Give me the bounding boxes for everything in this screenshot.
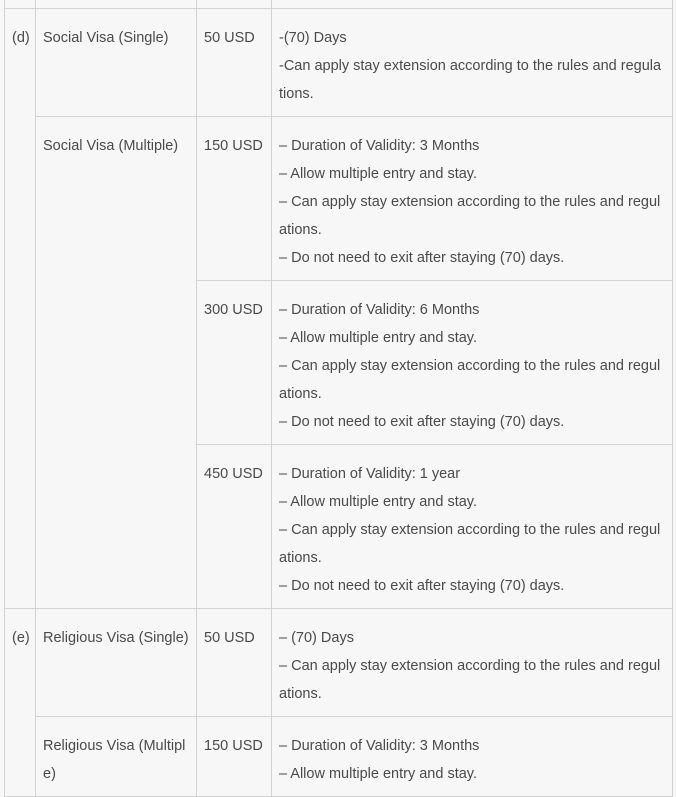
detail-line: – Can apply stay extension according to the rules and regulations.: [279, 522, 661, 566]
table-row-top-edge: [5, 0, 673, 9]
visa-details-cell: [272, 117, 673, 281]
visa-fee-cell: 300 USD: [197, 281, 272, 445]
detail-line: – Duration of Validity: 6 Months: [279, 302, 480, 318]
visa-details-cell: [272, 609, 673, 717]
table-row: [5, 717, 673, 797]
visa-type-cell: Social Visa (Multiple): [36, 117, 197, 609]
table-row: [5, 9, 673, 117]
detail-line: – Allow multiple entry and stay.: [279, 166, 477, 182]
visa-details-cell: [272, 281, 673, 445]
detail-line: – Duration of Validity: 3 Months: [279, 738, 480, 754]
detail-line: – Allow multiple entry and stay.: [279, 766, 477, 782]
visa-fee-cell: 50 USD: [197, 609, 272, 717]
detail-line: – Can apply stay extension according to the rules and regulations.: [279, 194, 661, 238]
detail-line: – Can apply stay extension according to the rules and regulations.: [279, 658, 661, 702]
detail-line: -Can apply stay extension according to the rules and regulations.: [279, 58, 662, 102]
table-cell: [197, 0, 272, 9]
detail-line: – Do not need to exit after staying (70) days.: [279, 414, 565, 430]
visa-details-cell: [272, 445, 673, 609]
detail-line: -(70) Days: [279, 30, 347, 46]
detail-line: – Allow multiple entry and stay.: [279, 330, 477, 346]
detail-line: – Duration of Validity: 1 year: [279, 466, 461, 482]
detail-line: – (70) Days: [279, 630, 354, 646]
visa-fee-cell: 150 USD: [197, 717, 272, 797]
table-row: [5, 609, 673, 717]
detail-line: – Allow multiple entry and stay.: [279, 494, 477, 510]
visa-details-cell: [272, 717, 673, 797]
visa-type-cell: Social Visa (Single): [36, 9, 197, 117]
table-cell: [272, 0, 673, 9]
group-letter-cell: (d): [5, 9, 36, 609]
table-row: [5, 117, 673, 281]
visa-fee-cell: 150 USD: [197, 117, 272, 281]
table-cell: [36, 0, 197, 9]
visa-fee-cell: 450 USD: [197, 445, 272, 609]
visa-details-cell: [272, 9, 673, 117]
detail-line: – Duration of Validity: 3 Months: [279, 138, 480, 154]
detail-line: – Do not need to exit after staying (70) days.: [279, 578, 565, 594]
visa-type-cell: Religious Visa (Single): [36, 609, 197, 717]
table-cell: [5, 0, 36, 9]
visa-type-cell: Religious Visa (Multiple): [36, 717, 197, 797]
visa-fee-cell: 50 USD: [197, 9, 272, 117]
detail-line: – Do not need to exit after staying (70) days.: [279, 250, 565, 266]
visa-table-body: [5, 0, 673, 797]
group-letter-cell: (e): [5, 609, 36, 797]
visa-fee-table: [4, 0, 673, 797]
detail-line: – Can apply stay extension according to the rules and regulations.: [279, 358, 661, 402]
